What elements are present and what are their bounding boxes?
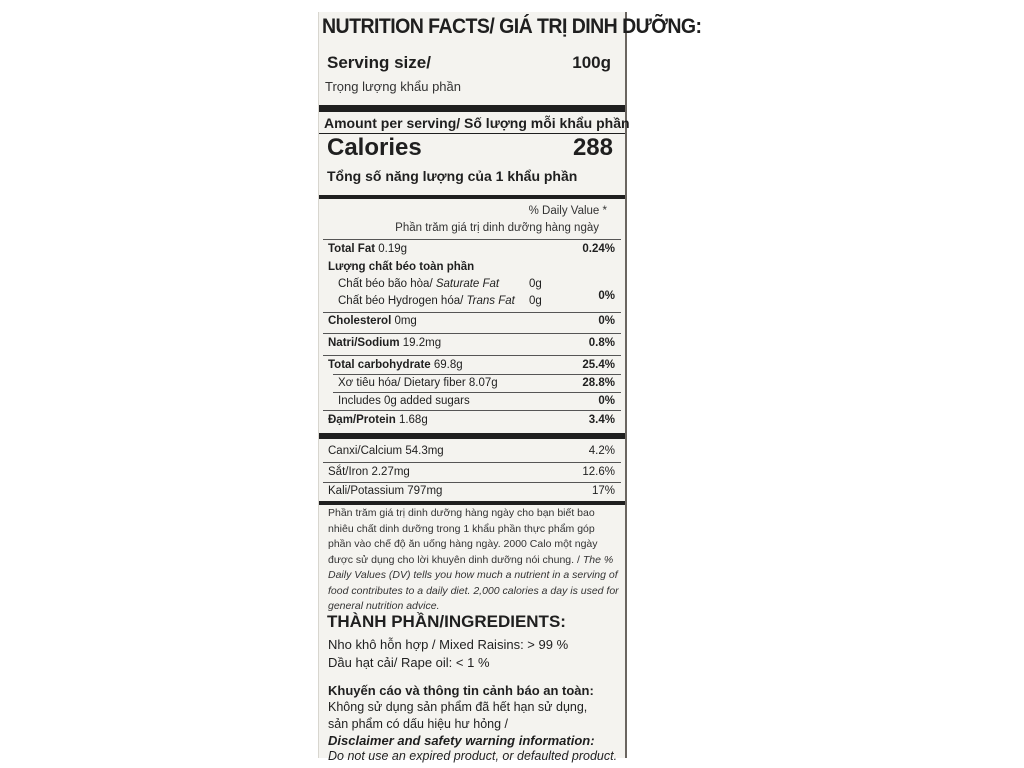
- serving-size-label: Serving size/: [327, 53, 431, 72]
- nutrient-pct: 28.8%: [582, 377, 615, 389]
- nutrient-amount: 69.8g: [430, 359, 463, 371]
- amount-per-serving: Amount per serving/ Số lượng mỗi khẩu phần: [324, 115, 630, 131]
- nutrition-facts-title: NUTRITION FACTS/ GIÁ TRỊ DINH DƯỠNG:: [322, 15, 702, 38]
- nutrient-pct: 4.2%: [588, 445, 615, 457]
- footnote-en: The % Daily Values (DV) tells you how much a nutrient in a serving of food contributes to a daily diet. 2,000 calories a day is used for general nutrition advice.: [328, 553, 619, 612]
- divider: [323, 355, 621, 356]
- nutrient-pct: 0%: [598, 395, 615, 407]
- nutrient-row-sat-trans-pct: [319, 288, 625, 308]
- thick-divider: [319, 105, 625, 112]
- nutrient-name: Đạm/Protein: [328, 414, 396, 426]
- ingredient-line: Nho khô hỗn hợp / Mixed Raisins: > 99 %: [328, 637, 569, 652]
- nutrient-amount: 1.68g: [395, 414, 428, 426]
- nutrient-row-potassium: [319, 483, 625, 503]
- warning-line: sản phẩm có dấu hiệu hư hỏng /: [328, 717, 509, 731]
- nutrient-pct: 3.4%: [588, 414, 615, 426]
- nutrient-row-calcium: [319, 443, 625, 463]
- serving-size-value: 100g: [572, 53, 611, 72]
- warning-line-en: Do not use an expired product, or defaulted product.: [328, 749, 618, 763]
- nutrient-row-protein: [319, 412, 625, 432]
- thick-divider: [319, 195, 625, 199]
- nutrient-name: Chất béo bão hòa/: [338, 278, 436, 290]
- nutrient-name: Sắt/Iron 2.27mg: [328, 466, 410, 478]
- calories-value: 288: [572, 134, 613, 161]
- nutrient-amount: 0g: [529, 295, 542, 307]
- nutrient-pct: 12.6%: [582, 466, 615, 478]
- daily-value-footnote: [328, 506, 620, 615]
- nutrient-name: Total carbohydrate: [328, 359, 431, 371]
- nutrient-name: Includes 0g added sugars: [338, 395, 470, 407]
- thick-divider: [319, 501, 625, 505]
- thick-divider: [319, 433, 625, 439]
- nutrient-pct: 25.4%: [582, 359, 615, 371]
- warning-title-en: Disclaimer and safety warning information:: [328, 733, 595, 748]
- nutrient-pct: 0.24%: [582, 243, 615, 255]
- footnote-vn: Phần trăm giá trị dinh dưỡng hàng ngày cho bạn biết bao nhiêu chất dinh dưỡng trong 1 khẩu phần thực phẩm góp phần vào chế độ ăn uống hàng ngày. 2000 Calo một ngày được sử dụng cho lời khuyên dinh dưỡng nói chung. /: [328, 507, 598, 566]
- serving-size-vn: Trọng lượng khẩu phần: [325, 79, 461, 94]
- nutrient-name-en: Saturate Fat: [435, 278, 500, 290]
- warning-line: Không sử dụng sản phẩm đã hết hạn sử dụng,: [328, 700, 588, 714]
- calories-label: Calories: [327, 134, 422, 161]
- divider: [323, 239, 621, 240]
- nutrient-row-iron: [319, 464, 625, 484]
- ingredient-line: Dầu hạt cải/ Rape oil: < 1 %: [328, 655, 490, 670]
- nutrient-pct: 0%: [598, 315, 615, 327]
- divider: [323, 333, 621, 334]
- nutrient-name: Chất béo Hydrogen hóa/: [338, 295, 467, 307]
- daily-value-header-vn: Phần trăm giá trị dinh dưỡng hàng ngày: [395, 222, 599, 234]
- daily-value-header: % Daily Value *: [528, 205, 607, 217]
- ingredients-title: THÀNH PHẦN/INGREDIENTS:: [327, 612, 566, 631]
- nutrient-pct: 0.8%: [588, 337, 615, 349]
- nutrient-amount: 0.19g: [375, 243, 408, 255]
- nutrient-amount: 19.2mg: [399, 337, 442, 349]
- divider: [323, 410, 621, 411]
- nutrient-name: Xơ tiêu hóa/ Dietary fiber 8.07g: [338, 377, 498, 389]
- nutrition-label-panel: [318, 12, 702, 763]
- nutrient-name: Kali/Potassium 797mg: [328, 485, 443, 497]
- nutrient-amount: 0g: [529, 278, 542, 290]
- nutrient-name: Canxi/Calcium 54.3mg: [328, 445, 444, 457]
- nutrient-name: Total Fat: [328, 243, 376, 255]
- nutrient-row-cholesterol: [319, 313, 625, 333]
- nutrient-name: Cholesterol: [328, 315, 392, 327]
- calories-vn: Tổng số năng lượng của 1 khẩu phần: [327, 168, 578, 184]
- nutrient-amount: 0mg: [391, 315, 417, 327]
- divider: [323, 462, 621, 463]
- nutrient-name-en: Trans Fat: [466, 295, 515, 307]
- warning-title: Khuyến cáo và thông tin cảnh báo an toàn:: [328, 683, 594, 698]
- nutrient-row-sodium: [319, 335, 625, 355]
- nutrient-pct: 0%: [598, 290, 615, 302]
- nutrient-pct: 17%: [591, 485, 615, 497]
- nutrient-row-total-fat: [319, 241, 625, 261]
- nutrient-name: Natri/Sodium: [328, 337, 400, 349]
- nutrient-name: Lượng chất béo toàn phần: [328, 261, 475, 273]
